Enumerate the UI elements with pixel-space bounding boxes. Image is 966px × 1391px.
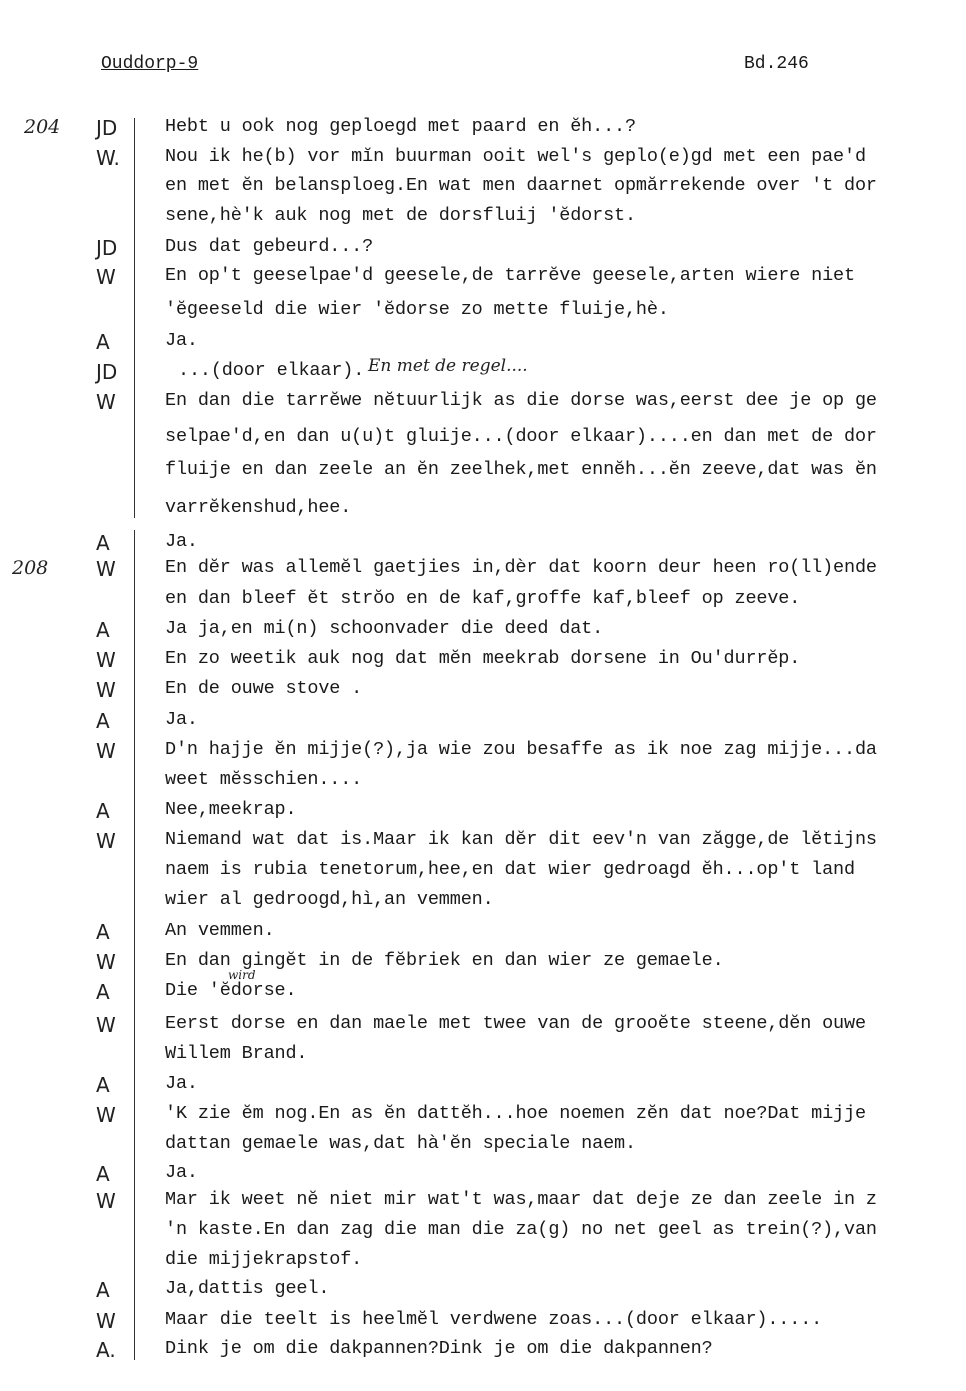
speaker-label: W [96,950,116,974]
line-text: dattan gemaele was,dat hà'ĕn speciale naem. [165,1133,636,1154]
speaker-label: A [96,980,110,1004]
line-text: Ja ja,en mi(n) schoonvader die deed dat. [165,618,604,639]
speaker-label: JD [96,236,118,260]
line-text: An vemmen. [165,920,275,941]
line-text: 'K zie ĕm nog.En as ĕn dattĕh...hoe noemen zĕn dat noe?Dat mijje [165,1103,866,1124]
speaker-divider-line [134,118,135,518]
speaker-label: W [96,829,116,853]
speaker-label: A [96,330,110,354]
line-text: En dan gingĕt in de fĕbriek en dan wier ze gemaele. [165,950,724,971]
speaker-label: W [96,1103,116,1127]
line-text: Dink je om die dakpannen?Dink je om die dakpannen? [165,1338,713,1359]
line-text: En dan die tarrĕwe nĕtuurlijk as die dorse was,eerst dee je op ge [165,390,877,411]
line-text: Ja. [165,531,198,552]
line-text: Maar die teelt is heelmĕl verdwene zoas...(door elkaar)..... [165,1309,823,1330]
line-text: wier al gedroogd,hì,an vemmen. [165,889,494,910]
line-text: Ja. [165,709,198,730]
line-number: 208 [12,557,49,579]
line-text: Nou ik he(b) vor mĭn buurman ooit wel's geplo(e)gd met een pae'd [165,146,866,167]
handwritten-insert: wird [228,968,256,982]
speaker-label: W [96,265,116,289]
speaker-label: W [96,1189,116,1213]
handwritten-insert: En met de regel.... [368,356,528,376]
speaker-label: W [96,390,116,414]
line-text: en met ĕn belansploeg.En wat men daarnet opmărrekende over 't dor [165,175,877,196]
speaker-label: W [96,1013,116,1037]
speaker-label: A [96,1162,110,1186]
line-text: sene,hè'k auk nog met de dorsfluij 'ĕdorst. [165,205,636,226]
speaker-divider-line [134,530,135,1360]
line-text: Ja. [165,330,198,351]
line-text: Hebt u ook nog geploegd met paard en ĕh...? [165,116,636,137]
speaker-label: W [96,648,116,672]
speaker-label: W [96,557,116,581]
line-text: en dan bleef ĕt strŏo en de kaf,groffe kaf,bleef op zeeve. [165,588,801,609]
speaker-label: A [96,920,110,944]
line-number: 204 [24,116,61,138]
line-text: Eerst dorse en dan maele met twee van de grooĕte steene,dĕn ouwe [165,1013,866,1034]
speaker-label: A [96,618,110,642]
line-text: Nee,meekrap. [165,799,297,820]
line-text: 'n kaste.En dan zag die man die za(g) no net geel as trein(?),van [165,1219,877,1240]
line-text: Ja,dattis geel. [165,1278,330,1299]
speaker-label: A [96,1073,110,1097]
line-text: Ja. [165,1073,198,1094]
speaker-label: W [96,1309,116,1333]
line-text: varrĕkenshud,hee. [165,497,352,518]
speaker-label: W. [96,146,120,170]
line-text: ...(door elkaar). [178,360,365,381]
speaker-label: A. [96,1338,116,1362]
speaker-label: W [96,739,116,763]
speaker-label: W [96,678,116,702]
line-text: En zo weetik auk nog dat mĕn meekrab dorsene in Ou'durrĕp. [165,648,801,669]
line-text: D'n hajje ĕn mijje(?),ja wie zou besaffe as ik noe zag mijje...da [165,739,877,760]
line-text: Ja. [165,1162,198,1183]
line-text: En de ouwe stove . [165,678,363,699]
line-text: fluije en dan zeele an ĕn zeelhek,met ennĕh...ĕn zeeve,dat was ĕn [165,459,877,480]
line-text: selpae'd,en dan u(u)t gluije...(door elkaar)....en dan met de dor [165,426,877,447]
speaker-label: A [96,709,110,733]
speaker-label: A [96,1278,110,1302]
document-tape-reference: Bd.246 [744,54,809,74]
document-location-header: Ouddorp-9 [101,54,199,74]
speaker-label: A [96,799,110,823]
line-text: naem is rubia tenetorum,hee,en dat wier gedroagd ĕh...op't land [165,859,855,880]
line-text: die mijjekrapstof. [165,1249,363,1270]
speaker-label: JD [96,360,118,384]
line-text: 'ĕgeeseld die wier 'ĕdorse zo mette fluije,hè. [165,299,669,320]
line-text: En dĕr was allemĕl gaetjies in,dèr dat koorn deur heen ro(ll)ende [165,557,877,578]
speaker-label: JD [96,116,118,140]
line-text: Willem Brand. [165,1043,308,1064]
speaker-label: A [96,531,110,555]
line-text: En op't geeselpae'd geesele,de tarrĕve geesele,arten wiere niet [165,265,855,286]
line-text: Die 'ĕdorse. [165,980,297,1001]
line-text: weet mĕsschien.... [165,769,363,790]
line-text: Mar ik weet nĕ niet mir wat't was,maar dat deje ze dan zeele in z [165,1189,877,1210]
line-text: Niemand wat dat is.Maar ik kan dĕr dit eev'n van zăgge,de lĕtijns [165,829,877,850]
line-text: Dus dat gebeurd...? [165,236,374,257]
